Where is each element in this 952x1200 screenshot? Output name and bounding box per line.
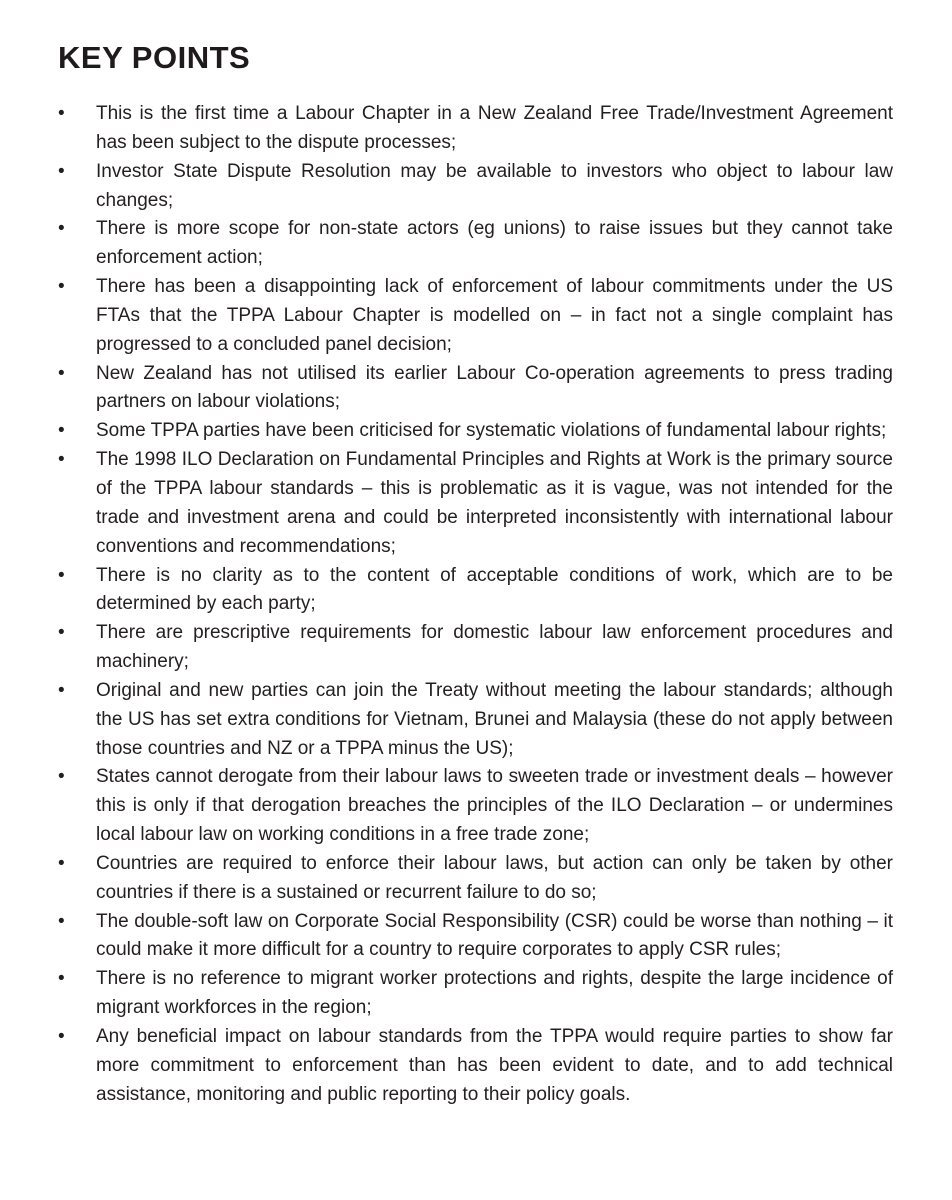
list-item-text: States cannot derogate from their labour laws to sweeten trade or investment deals – however this is only if that derogation breaches the principles of the ILO Declaration – or undermines local labour law on working conditions in a free trade zone; xyxy=(96,766,893,846)
list-item xyxy=(0,619,893,677)
list-item-text: New Zealand has not utilised its earlier Labour Co-operation agreements to press trading partners on labour violations; xyxy=(96,362,893,413)
list-item xyxy=(0,158,893,216)
list-item xyxy=(0,360,893,418)
bullet-icon: • xyxy=(58,622,65,644)
list-item-text: There are prescriptive requirements for domestic labour law enforcement procedures and machinery; xyxy=(96,622,893,673)
list-item xyxy=(0,965,893,1023)
list-item-text: Original and new parties can join the Treaty without meeting the labour standards; although the US has set extra conditions for Vietnam, Brunei and Malaysia (these do not apply between those countries and NZ or a TPPA minus the US); xyxy=(96,679,893,759)
bullet-icon: • xyxy=(58,564,65,586)
list-item-text: Countries are required to enforce their labour laws, but action can only be taken by other countries if there is a sustained or recurrent failure to do so; xyxy=(96,852,893,903)
list-item-text: This is the first time a Labour Chapter in a New Zealand Free Trade/Investment Agreement has been subject to the dispute processes; xyxy=(96,103,893,153)
page-title: KEY POINTS xyxy=(58,40,251,75)
list-item-text: The double-soft law on Corporate Social Responsibility (CSR) could be worse than nothing – it could make it more difficult for a country to require corporates to apply CSR rules; xyxy=(96,910,893,961)
key-points-list xyxy=(0,100,952,1110)
list-item xyxy=(0,1023,893,1110)
bullet-icon: • xyxy=(58,218,65,240)
list-item xyxy=(0,677,893,764)
list-item xyxy=(0,100,893,158)
list-item xyxy=(0,446,893,561)
list-item xyxy=(0,763,893,850)
bullet-icon: • xyxy=(58,160,65,182)
bullet-icon: • xyxy=(58,910,65,932)
bullet-icon: • xyxy=(58,420,65,442)
list-item xyxy=(0,215,893,273)
list-item-text: There is no reference to migrant worker protections and rights, despite the large incidence of migrant workforces in the region; xyxy=(96,968,893,1019)
bullet-icon: • xyxy=(58,968,65,990)
list-item-text: The 1998 ILO Declaration on Fundamental Principles and Rights at Work is the primary source of the TPPA labour standards – this is problematic as it is vague, was not intended for the trade and investment arena and could be interpreted inconsistently with international labour conventions and recommendations; xyxy=(96,449,893,557)
bullet-icon: • xyxy=(58,449,65,471)
bullet-icon: • xyxy=(58,276,65,298)
list-item xyxy=(0,908,893,966)
list-item-text: There is no clarity as to the content of acceptable conditions of work, which are to be determined by each party; xyxy=(96,564,893,615)
list-item xyxy=(0,417,893,446)
list-item-text: Some TPPA parties have been criticised for systematic violations of fundamental labour rights; xyxy=(96,420,887,442)
bullet-icon: • xyxy=(58,766,65,788)
list-item-text: Any beneficial impact on labour standards from the TPPA would require parties to show far more commitment to enforcement than has been evident to date, and to add technical assistance, monitoring and public reporting to their policy goals. xyxy=(96,1026,893,1105)
list-item-text: There has been a disappointing lack of enforcement of labour commitments under the US FTAs that the TPPA Labour Chapter is modelled on – in fact not a single complaint has progressed to a concluded panel decision; xyxy=(96,276,893,355)
bullet-icon: • xyxy=(58,852,65,874)
bullet-icon: • xyxy=(58,679,65,701)
bullet-icon: • xyxy=(58,103,65,124)
bullet-icon: • xyxy=(58,362,65,384)
list-item-text: Investor State Dispute Resolution may be available to investors who object to labour law changes; xyxy=(96,160,893,211)
bullet-icon: • xyxy=(58,1026,65,1047)
list-item xyxy=(0,850,893,908)
list-item xyxy=(0,273,893,360)
list-item xyxy=(0,562,893,620)
list-item-text: There is more scope for non-state actors (eg unions) to raise issues but they cannot take enforcement action; xyxy=(96,218,893,269)
